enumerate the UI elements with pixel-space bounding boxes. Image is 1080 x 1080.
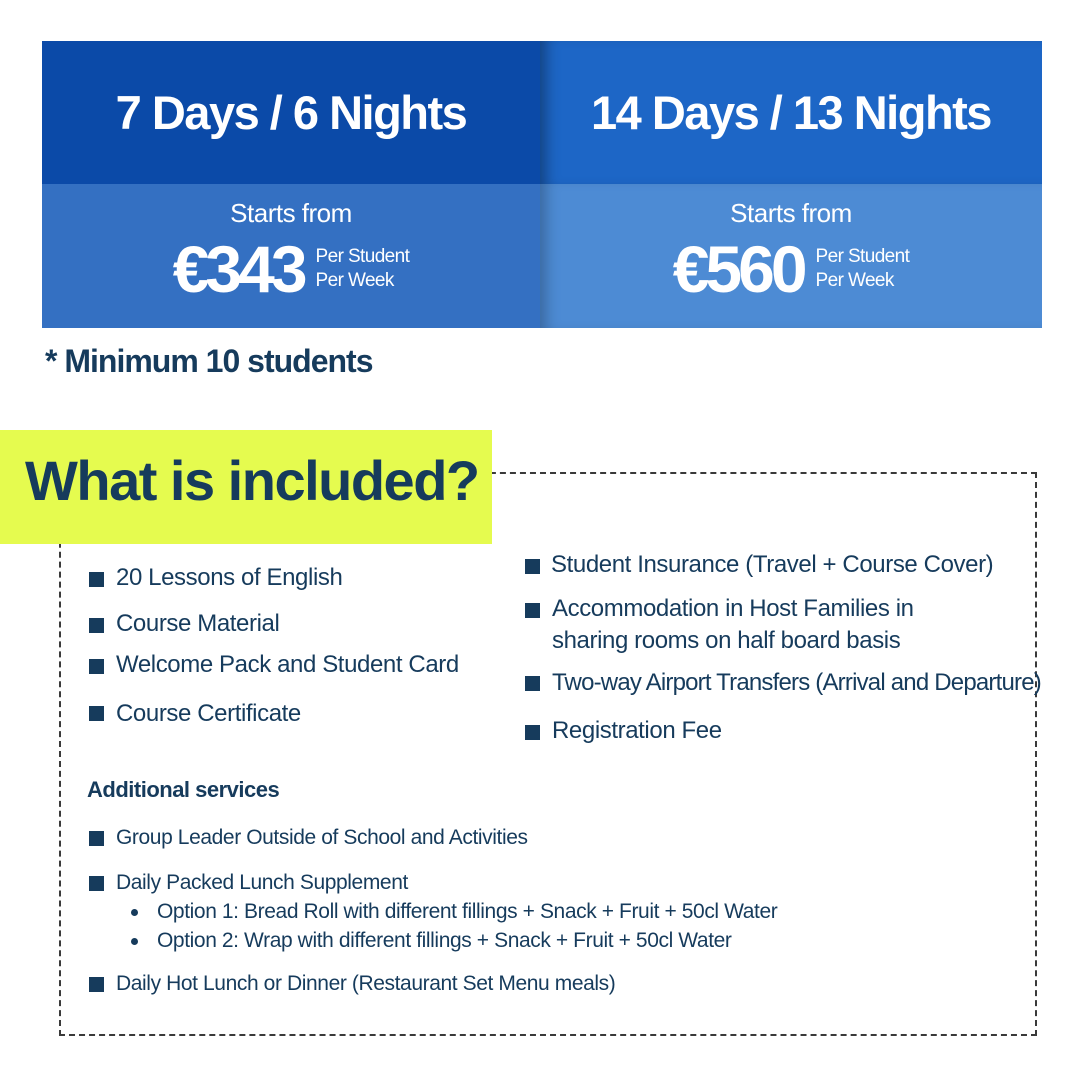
price-unit: Per Student Per Week: [315, 246, 410, 291]
square-bullet-icon: [89, 659, 104, 674]
square-bullet-icon: [89, 706, 104, 721]
price-value: €343: [172, 232, 304, 306]
included-item: Student Insurance (Travel + Course Cover): [551, 551, 994, 578]
round-bullet-icon: [131, 909, 138, 916]
included-item: Accommodation in Host Families in: [552, 595, 914, 622]
additional-item: Daily Packed Lunch Supplement: [116, 871, 408, 894]
included-item: Two-way Airport Transfers (Arrival and Departure): [552, 669, 1041, 696]
price-unit: Per Student Per Week: [815, 246, 910, 291]
starts-from-label: Starts from: [730, 198, 852, 228]
square-bullet-icon: [89, 618, 104, 633]
square-bullet-icon: [89, 831, 104, 846]
lunch-option: Option 2: Wrap with different fillings + Snack + Fruit + 50cl Water: [157, 929, 732, 952]
included-item: Welcome Pack and Student Card: [116, 651, 459, 678]
square-bullet-icon: [525, 725, 540, 740]
round-bullet-icon: [131, 938, 138, 945]
lunch-option: Option 1: Bread Roll with different fillings + Snack + Fruit + 50cl Water: [157, 900, 778, 923]
included-item-continued: sharing rooms on half board basis: [552, 627, 901, 654]
price-value: €560: [672, 232, 804, 306]
square-bullet-icon: [89, 977, 104, 992]
additional-services-heading: Additional services: [87, 777, 280, 802]
additional-item: Daily Hot Lunch or Dinner (Restaurant Set Menu meals): [116, 972, 616, 995]
included-item: Course Certificate: [116, 700, 301, 727]
included-heading: What is included?: [25, 449, 479, 512]
additional-item: Group Leader Outside of School and Activities: [116, 826, 528, 849]
minimum-students-note: * Minimum 10 students: [45, 343, 373, 379]
price-panel: [540, 184, 1042, 328]
square-bullet-icon: [525, 676, 540, 691]
starts-from-label: Starts from: [230, 198, 352, 228]
square-bullet-icon: [89, 572, 104, 587]
square-bullet-icon: [89, 876, 104, 891]
included-item: Registration Fee: [552, 717, 722, 744]
duration-title: 14 Days / 13 Nights: [540, 41, 1042, 184]
pricing-card-14-days: [540, 41, 1042, 328]
price-panel: [42, 184, 540, 328]
included-item: Course Material: [116, 610, 280, 637]
square-bullet-icon: [525, 559, 540, 574]
duration-title: 7 Days / 6 Nights: [42, 41, 540, 184]
square-bullet-icon: [525, 603, 540, 618]
included-item: 20 Lessons of English: [116, 564, 343, 591]
pricing-card-7-days: [42, 41, 540, 328]
